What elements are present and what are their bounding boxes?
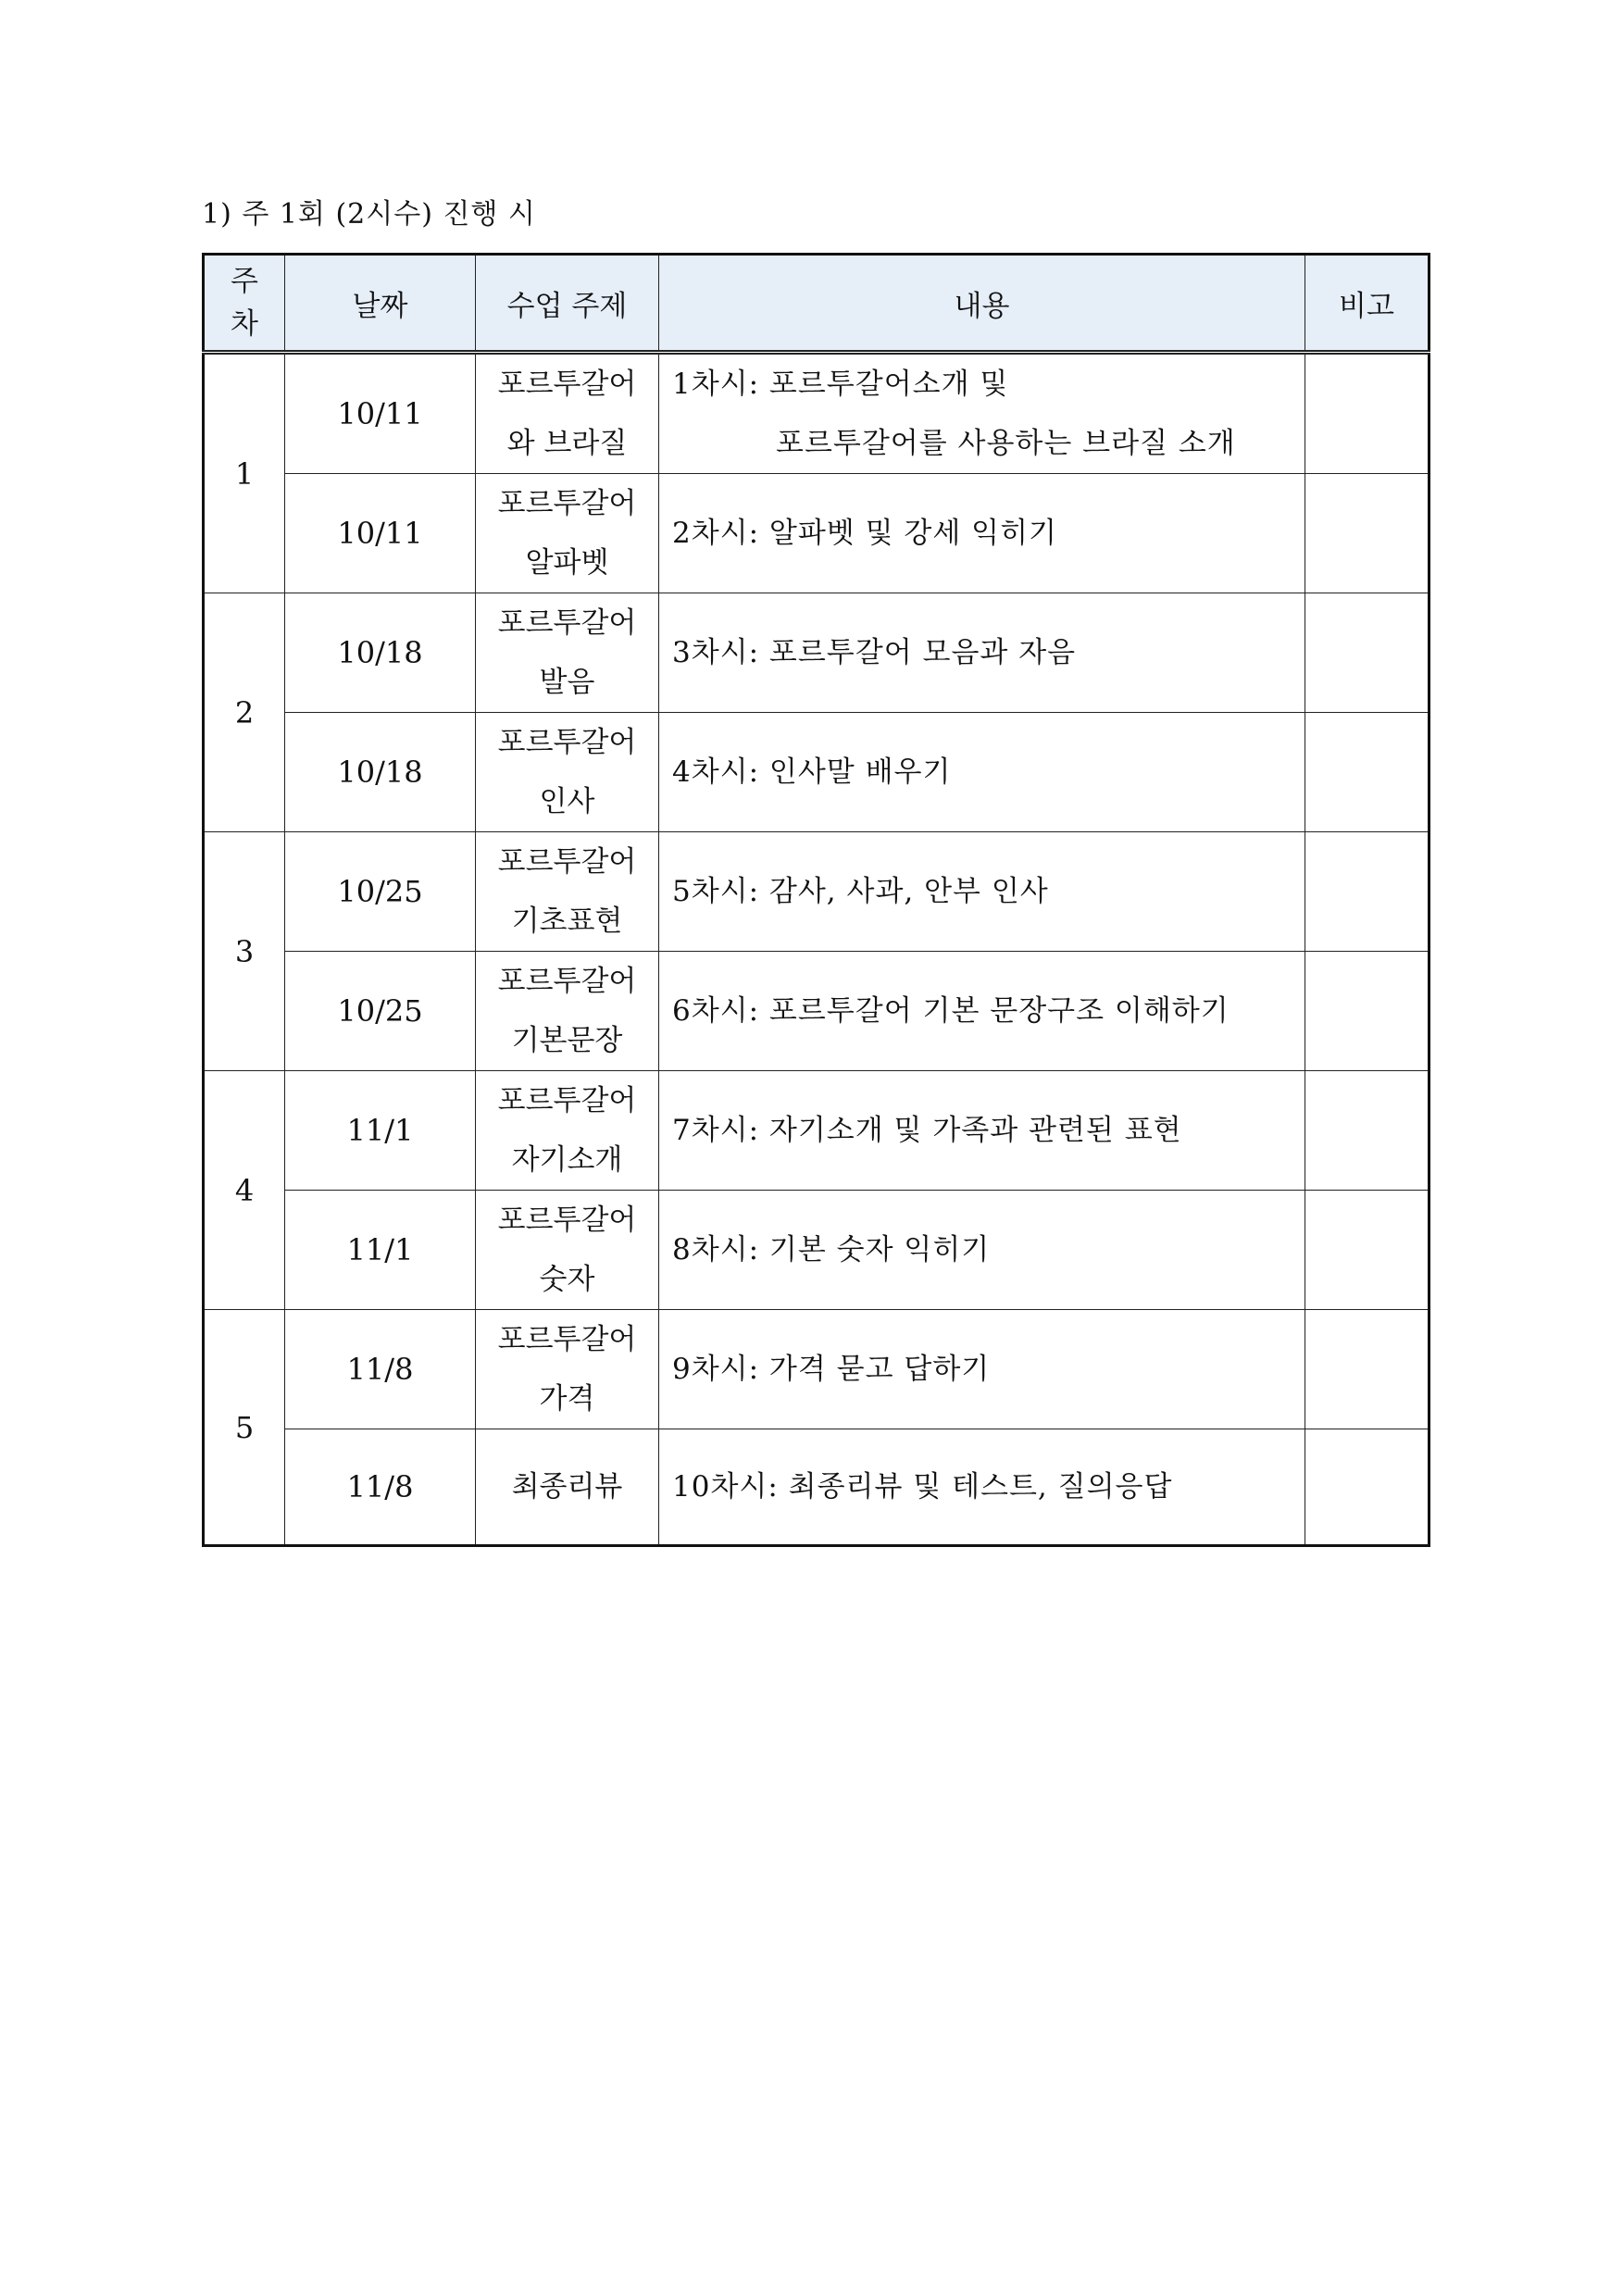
week-number: 2 (204, 593, 285, 832)
session-date: 11/8 (285, 1429, 476, 1546)
session-content (659, 1191, 1305, 1310)
content-line: 7차시: 자기소개 및 가족과 관련된 표현 (672, 1114, 1182, 1147)
session-note (1305, 593, 1429, 713)
topic-line: 자기소개 (511, 1143, 623, 1177)
content-line: 6차시: 포르투갈어 기본 문장구조 이해하기 (672, 994, 1230, 1028)
topic-line: 포르투갈어 (497, 1204, 637, 1237)
week-number: 4 (204, 1071, 285, 1310)
session-content (659, 353, 1305, 474)
table-row (204, 1310, 1429, 1429)
topic-line: 인사 (539, 785, 595, 818)
session-topic (476, 474, 659, 593)
session-note (1305, 1429, 1429, 1546)
session-topic (476, 1310, 659, 1429)
session-note (1305, 1310, 1429, 1429)
topic-line: 포르투갈어 (497, 606, 637, 640)
header-week-line1: 주 (231, 265, 258, 298)
content-line: 2차시: 알파벳 및 강세 익히기 (672, 517, 1057, 550)
session-topic (476, 832, 659, 952)
session-content (659, 1310, 1305, 1429)
header-note: 비고 (1305, 255, 1429, 353)
session-note (1305, 1071, 1429, 1191)
topic-line: 포르투갈어 (497, 368, 637, 401)
session-topic (476, 1071, 659, 1191)
week-number: 5 (204, 1310, 285, 1546)
table-row (204, 1071, 1429, 1191)
session-topic (476, 353, 659, 474)
schedule-table (202, 253, 1430, 1547)
topic-line: 포르투갈어 (497, 1084, 637, 1117)
session-content (659, 1429, 1305, 1546)
topic-line: 포르투갈어 (497, 487, 637, 520)
session-date: 11/8 (285, 1310, 476, 1429)
table-row (204, 832, 1429, 952)
session-topic (476, 952, 659, 1071)
header-week (204, 255, 285, 353)
session-date: 10/18 (285, 593, 476, 713)
session-content (659, 832, 1305, 952)
table-row (204, 474, 1429, 593)
content-line: 9차시: 가격 묻고 답하기 (672, 1353, 991, 1386)
topic-line: 와 브라질 (506, 427, 628, 460)
header-topic: 수업 주제 (476, 255, 659, 353)
session-note (1305, 713, 1429, 832)
session-topic (476, 1429, 659, 1546)
topic-line: 발음 (539, 666, 595, 699)
session-note (1305, 474, 1429, 593)
table-caption: 1) 주 1회 (2시수) 진행 시 (202, 198, 536, 231)
header-content: 내용 (659, 255, 1305, 353)
table-row (204, 952, 1429, 1071)
table-row (204, 593, 1429, 713)
session-date: 10/25 (285, 952, 476, 1071)
table-row (204, 713, 1429, 832)
session-date: 10/25 (285, 832, 476, 952)
schedule-body (204, 353, 1429, 1546)
session-date: 11/1 (285, 1071, 476, 1191)
topic-line: 포르투갈어 (497, 726, 637, 759)
header-date: 날짜 (285, 255, 476, 353)
table-row (204, 353, 1429, 474)
session-date: 11/1 (285, 1191, 476, 1310)
table-row (204, 1191, 1429, 1310)
content-line: 포르투갈어를 사용하는 브라질 소개 (776, 427, 1236, 460)
content-line: 4차시: 인사말 배우기 (672, 755, 952, 789)
header-row (204, 255, 1429, 353)
session-topic (476, 593, 659, 713)
session-content (659, 593, 1305, 713)
session-topic (476, 1191, 659, 1310)
session-content (659, 1071, 1305, 1191)
content-line: 1차시: 포르투갈어소개 및 (672, 368, 1009, 401)
session-date: 10/18 (285, 713, 476, 832)
session-content (659, 713, 1305, 832)
topic-line: 포르투갈어 (497, 965, 637, 998)
session-note (1305, 952, 1429, 1071)
session-note (1305, 1191, 1429, 1310)
topic-line: 기본문장 (511, 1024, 623, 1057)
week-number: 3 (204, 832, 285, 1071)
topic-line: 숫자 (539, 1263, 595, 1296)
session-topic (476, 713, 659, 832)
content-line: 8차시: 기본 숫자 익히기 (672, 1233, 991, 1267)
session-note (1305, 353, 1429, 474)
week-number: 1 (204, 353, 285, 593)
content-line: 3차시: 포르투갈어 모음과 자음 (672, 636, 1077, 669)
topic-line: 최종리뷰 (511, 1470, 623, 1504)
topic-line: 기초표현 (511, 905, 623, 938)
session-content (659, 474, 1305, 593)
session-content (659, 952, 1305, 1071)
content-line: 5차시: 감사, 사과, 안부 인사 (672, 875, 1049, 908)
session-date: 10/11 (285, 474, 476, 593)
content-line: 10차시: 최종리뷰 및 테스트, 질의응답 (672, 1470, 1173, 1504)
topic-line: 포르투갈어 (497, 845, 637, 879)
table-row (204, 1429, 1429, 1546)
topic-line: 포르투갈어 (497, 1323, 637, 1356)
session-note (1305, 832, 1429, 952)
topic-line: 가격 (539, 1382, 595, 1416)
header-week-line2: 차 (231, 307, 258, 341)
session-date: 10/11 (285, 353, 476, 474)
topic-line: 알파벳 (525, 546, 609, 580)
